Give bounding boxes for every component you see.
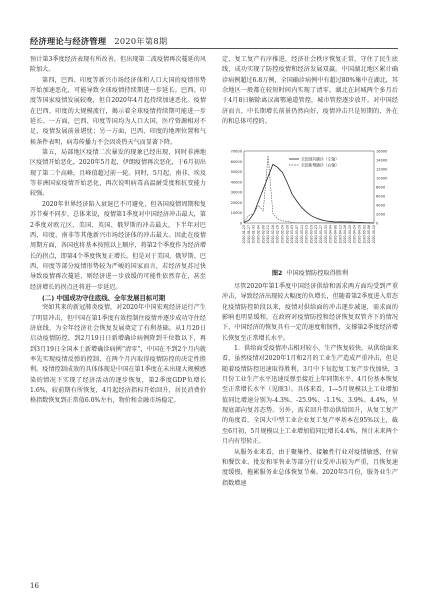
x-tick-label: 2020-04-28 — [357, 225, 362, 244]
left-paragraph-5: 突如其来的新冠肺炎疫情，对2020年中国宏观经济运行产生了明显冲击，但中国在第1季度有效控制住疫情并逐步成功守住经济底线，为全年经济社会恢复发展奠定了有利基础。从1月20日启动疫情防控，到2月19日日新增确诊病例降到千位数以下，再到3月19日全国本土新增确诊病例“清零”，中国在不到2个月内就率先实现疫情反弹的控制，在两个月内取得疫情防控的决定性胜利。疫情控制成效的具体体现是中国在第1季度在未出现大规模感染的情况下实现了经济活动的逐步恢复，第2季度GDP负增长1.6%，较前期有所恢复，4月起经济指标开始回升，居民消费价格指数恢复到正常值6.0%左右，物价和金融市场稳定。 — [30, 304, 206, 405]
x-tick-label: 2020-03-23 — [314, 225, 319, 244]
x-tick-label: 2020-04-16 — [343, 225, 348, 244]
right-paragraph-top: 定，复工复产有序推进，经济社会秩序恢复正常，守住了民生底线，成功实现了防控疫情和经济发展双赢。中国湖北地区累计确诊病例超过6.8万例，全国确诊病例中有超过80%集中在湖北，其余地区一般都在较短时间内实现了清零，湖北在封城两个多月后于4月8日解除离汉离鄂通道管控，城市管控逐步放开。对中国经济而言，中长期增长前景仍然向好，疫情冲击只是短期的、外在的和总体可控的。 — [222, 56, 398, 126]
x-tick-label: 2020-03-31 — [323, 225, 328, 244]
x-tick-label: 2020-02-24 — [280, 225, 285, 244]
x-tick-label: 2020-03-19 — [309, 225, 314, 244]
figure-caption — [222, 268, 398, 277]
y-right-tick-label: 14000 — [376, 158, 388, 163]
x-tick-label: 2020-03-15 — [304, 225, 309, 244]
left-paragraph-1: 预计第3季度经济表现有所改善，但出现第二波疫情再次蔓延的风险加大。 — [30, 56, 206, 74]
x-tick-label: 2020-03-07 — [294, 225, 299, 244]
x-tick-label: 2020-03-03 — [290, 225, 295, 244]
y-left-tick-label: 20000 — [230, 200, 242, 205]
y-right-tick-label: 10000 — [376, 176, 388, 181]
figure-number: 图2 — [271, 270, 283, 277]
y-right-tick-label: 16000 — [376, 149, 388, 154]
x-tick-label: 2020-02-08 — [261, 225, 266, 244]
y-left-tick-label: 40000 — [230, 180, 242, 185]
x-tick-label: 2020-02-16 — [270, 225, 275, 244]
y-right-tick-label: 8000 — [376, 185, 386, 190]
y-right-tick-label: 4000 — [376, 203, 386, 208]
x-tick-label: 2020-02-04 — [256, 225, 261, 244]
x-tick-label: 2020-03-27 — [319, 225, 324, 244]
page-number: 16 — [30, 582, 39, 590]
right-paragraph-2: 1．供给面受疫情冲击相对较小，生产恢复较快。从供给面来看，虽然疫情对2020年1月和2月的工业生产造成严重冲击，但是随着疫情防控迅速取得胜利，3月中下旬起复工复产步伐加快，3月份工业生产水平迅速反弹至接近上年同期水平，4月份基本恢复至正常增长水平（见图3）。具体来看，1—5月规模以上工业增加值同比增速分别为-4.3%、-25.9%、-1.1%、3.9%、4.4%，呈现底部向复苏态势。另外，需求回升带动供给回升，从复工复产的角度看，全国大中型工业企业复工复产率基本在95%以上，截至6月初，5月规模以上工业增加值同比增长4.4%，预计未来两个月内有望转正。 — [222, 345, 398, 446]
x-tick-label: 2020-05-10 — [372, 225, 376, 244]
y-left-tick-label: 30000 — [230, 190, 242, 195]
left-paragraph-2: 第四，巴西、印度等新兴市场经济体和人口大国的疫情形势开始加速恶化，可能导致全球疫情持续期进一步延长。巴西、印度等国家疫情发展较晚，但自2020年4月起持续加速恶化。疫情在巴西、印度的大规模流行，揭示着全球疫情持续期可能进一步延长。一方面，巴西、印度等国均为人口大国，医疗资源相对不足，疫情发展前景堪忧；另一方面，巴西、印度的地理位置和气候条件表明，病毒传播力不会因炎热天气而显著下降。 — [30, 76, 206, 146]
right-column-bottom — [222, 282, 398, 582]
left-paragraph-4: 2020年世界经济陷入衰退已不可避免，但各国疫情周期和复苏节奏不同步，总体来说，疫情第1季度对中国经济冲击最大，第2季度对欧元区、美国、英国、俄罗斯的冲击最大，下半年对巴西、印度、南非等其他新兴市场经济体的冲击最大。因此在疫情周期方面，各国也将基本按照以上顺序，将第2个季度作为经济增长的拐点，即第4个季度恢复正增长。但是对于美国、俄罗斯、巴西、印度等部分疫情形势较为严峻的国家而言，若经济复苏过快导致疫情再次蔓延，则经济进一步放缓的可能性依然存在，甚至经济增长的拐点还将进一步延迟。 — [30, 200, 206, 291]
y-left-tick-label: 70000 — [230, 149, 242, 154]
journal-header — [30, 36, 167, 47]
x-tick-label: 2020-01-23 — [242, 225, 246, 244]
x-tick-label: 2020-04-08 — [333, 225, 338, 244]
right-column-top — [222, 55, 398, 143]
x-tick-label: 2020-04-24 — [352, 225, 357, 244]
y-right-tick-label: 2000 — [376, 212, 386, 217]
x-tick-label: 2020-01-31 — [251, 225, 256, 244]
series-line — [244, 164, 374, 222]
right-paragraph-3: 从服务业来看，由于聚集性、接触性行业对疫情敏感，住宿和餐饮业、批发和零售业等部分行业受冲击较为严重，且恢复速度缓慢，拖累服务业总体恢复节奏。2020年5月份，服务业生产指数增速 — [222, 448, 398, 487]
y-left-tick-label: 60000 — [230, 159, 242, 164]
y-right-tick-label: 6000 — [376, 194, 386, 199]
legend-label: 全国现有确诊（左轴） — [301, 156, 339, 162]
x-tick-label: 2020-01-27 — [246, 225, 251, 244]
x-tick-label: 2020-04-04 — [328, 225, 333, 244]
x-tick-label: 2020-02-20 — [275, 225, 280, 244]
y-left-tick-label: 50000 — [230, 170, 242, 175]
y-right-tick-label: 0 — [376, 221, 379, 226]
y-left-tick-label: 10000 — [230, 211, 242, 216]
header-rule — [30, 48, 398, 49]
figure-title: 中国疫情防控取得胜利 — [286, 270, 349, 277]
x-tick-label: 2020-02-28 — [285, 225, 290, 244]
section-title: (二) 中国成功守住底线、全年发展目标可期 — [42, 293, 166, 302]
x-tick-label: 2020-04-20 — [347, 225, 352, 244]
x-tick-label: 2020-05-02 — [362, 225, 367, 244]
journal-name: 经济理论与经济管理 — [30, 36, 107, 46]
x-tick-label: 2020-04-12 — [338, 225, 343, 244]
x-tick-label: 2020-03-11 — [299, 225, 304, 244]
left-column — [30, 55, 206, 407]
right-paragraph-1: 尽管2020年第1季度中国经济供给和需求两方面均受到严重冲击，导致经济出现较大幅度的负增长，但随着第2季度进入常态化疫情防控阶段以来，疫情对供给面的冲击逐步减退，需求面的影响也明显缓和，在政府对疫情防控和经济恢复双管齐下的情况下，中国经济的恢复具有一定的速度和韧性，支撑第2季度经济增长恢复至正常增长水平。 — [222, 283, 398, 342]
issue-label: 2020年第8期 — [114, 36, 168, 46]
x-tick-label: 2020-05-06 — [367, 225, 372, 244]
y-right-tick-label: 12000 — [376, 167, 388, 172]
legend-label: 全国新增确诊（右轴） — [301, 162, 339, 168]
y-left-tick-label: 0 — [239, 221, 242, 226]
left-paragraph-3: 第五，局部地区疫情二次暴发的现象已经出现，同时非洲地区疫情开始恶化。2020年5月起，伊朗疫情再次恶化，于6月初出现了第二个高峰，且峰值超过前一轮。同时，5月起，南非、埃及等非洲国家疫情开始恶化，再次说明病毒高温耐受度和抗变能力较强。 — [30, 149, 206, 198]
figure-2-chart — [222, 145, 398, 263]
x-tick-label: 2020-02-12 — [266, 225, 271, 244]
